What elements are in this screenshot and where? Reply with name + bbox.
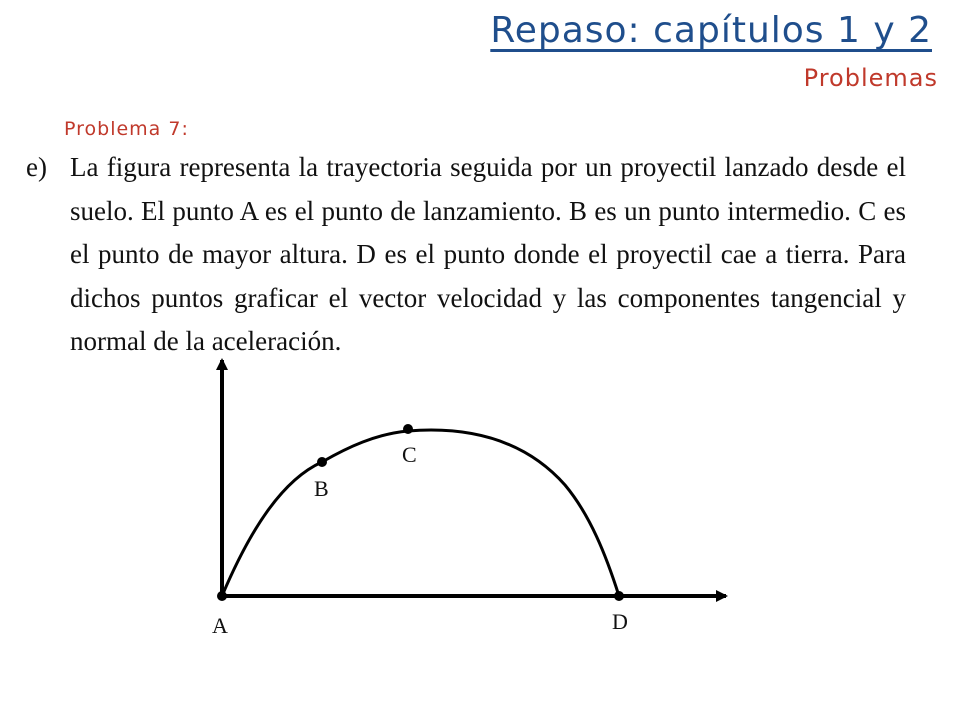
point-a-dot: [217, 591, 227, 601]
point-a-label: A: [212, 613, 228, 638]
problem-label: Problema 7:: [64, 118, 189, 140]
point-b-dot: [317, 457, 327, 467]
point-b-label: B: [314, 476, 329, 501]
slide-subtitle: Problemas: [803, 64, 938, 92]
point-c-dot: [403, 424, 413, 434]
item-marker: e): [26, 152, 47, 182]
slide-title: Repaso: capítulos 1 y 2: [490, 10, 932, 51]
point-d-dot: [614, 591, 624, 601]
point-c-label: C: [402, 442, 417, 467]
point-d-label: D: [612, 609, 628, 634]
problem-text: La figura representa la trayectoria seguida por un proyectil lanzado desde el suelo. El punto A es el punto de lanzamiento. B es un punto intermedio. C es el punto de mayor altura. D es el punto donde el proyectil cae a tierra. Para dichos puntos graficar el vector velocidad y las componentes tangencial y normal de la aceleración.: [70, 152, 906, 356]
trajectory-curve: [222, 430, 619, 596]
